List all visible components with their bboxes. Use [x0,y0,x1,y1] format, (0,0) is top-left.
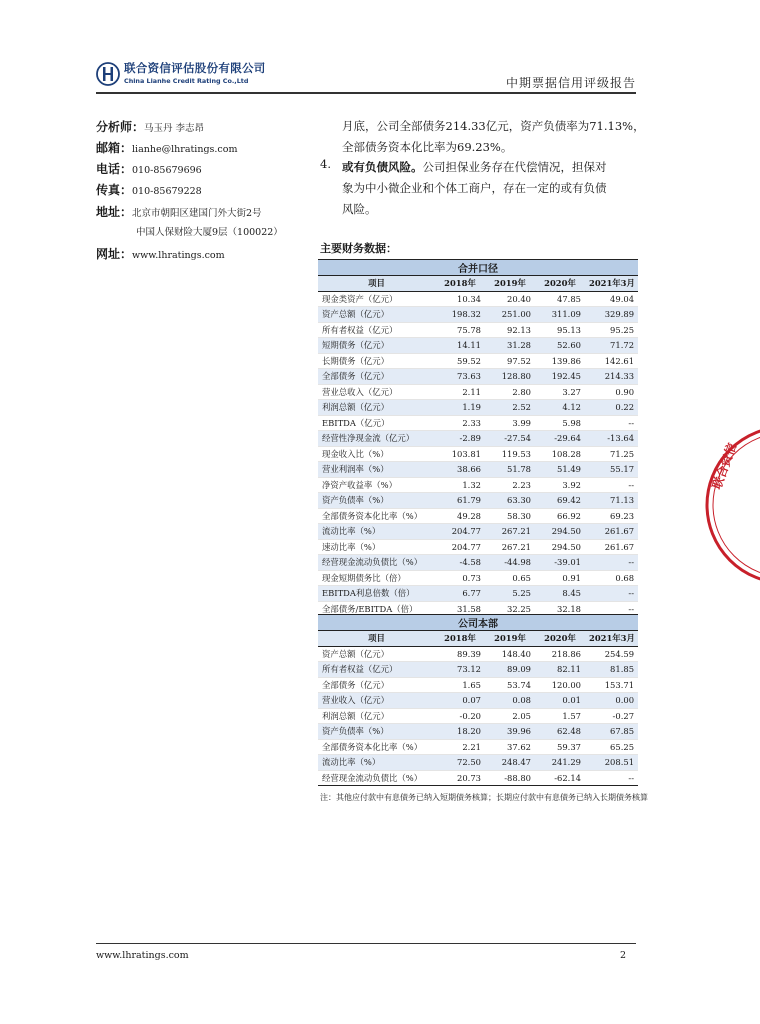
row-label: 资产负债率（%） [318,493,435,509]
table-cell: -- [585,477,638,493]
table-row [318,508,638,524]
table-cell: 75.78 [435,322,485,338]
table-cell: 0.08 [485,693,535,709]
phone-value: 010-85679696 [132,165,202,176]
row-label: 资产总额（亿元） [318,646,435,662]
table-cell: -- [585,586,638,602]
para-line-1: 月底，公司全部债务214.33亿元，资产负债率为71.13%， [342,119,645,133]
table-note: 注：其他应付款中有息债务已纳入短期债务核算；长期应付款中有息债务已纳入长期债务核算 [320,793,648,802]
website-label: 网址： [96,247,133,261]
table-cell: -4.58 [435,555,485,571]
email-value[interactable]: lianhe@lhratings.com [132,144,238,155]
table-cell: 254.59 [585,646,638,662]
row-label: 流动比率（%） [318,524,435,540]
row-label: 全部债务/EBITDA（倍） [318,601,435,617]
table-cell: 82.11 [535,662,585,678]
table-cell: 62.48 [535,724,585,740]
table-row [318,291,638,307]
col-header: 2021年3月 [585,631,638,647]
table-cell: 2.33 [435,415,485,431]
company-name-cn: 联合资信评估股份有限公司 [124,61,266,75]
row-label: 短期债务（亿元） [318,338,435,354]
table-cell: 71.13 [585,493,638,509]
table-row [318,431,638,447]
table-cell: 47.85 [535,291,585,307]
row-label: 资产总额（亿元） [318,307,435,323]
phone-label: 电话： [96,162,133,176]
table-cell: 208.51 [585,755,638,771]
email-row [96,139,237,156]
row-label: 现金短期债务比（倍） [318,570,435,586]
table-cell: 0.07 [435,693,485,709]
row-label: 现金收入比（%） [318,446,435,462]
table-cell: 120.00 [535,677,585,693]
table-cell: 3.92 [535,477,585,493]
company-logo-icon [96,62,120,86]
table-cell: -88.80 [485,770,535,786]
table-cell: 1.19 [435,400,485,416]
table-row [318,570,638,586]
table-cell: 63.30 [485,493,535,509]
col-header: 2018年 [435,631,485,647]
analyst-row [96,118,204,135]
table-header-row [318,276,638,292]
table-cell: -0.27 [585,708,638,724]
row-label: 全部债务资本化比率（%） [318,508,435,524]
table-cell: -27.54 [485,431,535,447]
table-cell: 89.09 [485,662,535,678]
table-cell: 204.77 [435,524,485,540]
table-cell: 1.32 [435,477,485,493]
table-cell: 329.89 [585,307,638,323]
address-line2: 中国人保财险大厦9层（100022） [136,227,283,238]
table-row [318,462,638,478]
analyst-label: 分析师： [96,120,145,134]
table-cell: 108.28 [535,446,585,462]
table-row [318,415,638,431]
table-cell: 267.21 [485,539,535,555]
table-row [318,662,638,678]
table-cell: 14.11 [435,338,485,354]
table-cell: -- [585,415,638,431]
table-cell: -- [585,770,638,786]
table-row [318,400,638,416]
table-row [318,539,638,555]
table-cell: 2.05 [485,708,535,724]
row-label: 经营性净现金流（亿元） [318,431,435,447]
table-cell: 294.50 [535,524,585,540]
table-cell: 5.25 [485,586,535,602]
table-cell: -- [585,555,638,571]
row-label: 利润总额（亿元） [318,708,435,724]
table-cell: 58.30 [485,508,535,524]
table-cell: 55.17 [585,462,638,478]
table-cell: 128.80 [485,369,535,385]
table-cell: 37.62 [485,739,535,755]
table-row [318,586,638,602]
col-header: 2020年 [535,276,585,292]
table-cell: -2.89 [435,431,485,447]
table-row [318,384,638,400]
table-cell: 5.98 [535,415,585,431]
table-cell: 294.50 [535,539,585,555]
col-header: 2021年3月 [585,276,638,292]
page-number: 2 [620,950,627,961]
risk-item-text-1: 公司担保业务存在代偿情况，担保对 [422,160,607,174]
risk-item-line-1 [342,157,662,178]
table-cell: 49.28 [435,508,485,524]
table-cell: 18.20 [435,724,485,740]
table-row [318,307,638,323]
table-cell: 69.42 [535,493,585,509]
table-cell: 20.73 [435,770,485,786]
row-label: 营业总收入（亿元） [318,384,435,400]
table-cell: 66.92 [535,508,585,524]
table-cell: 218.86 [535,646,585,662]
table-cell: 139.86 [535,353,585,369]
table-cell: 198.32 [435,307,485,323]
table-cell: 0.68 [585,570,638,586]
table-row [318,646,638,662]
table-title-row [318,260,638,276]
table-cell: 32.25 [485,601,535,617]
table-cell: 0.73 [435,570,485,586]
table-cell: 4.12 [535,400,585,416]
col-header: 2020年 [535,631,585,647]
seal-stamp-icon [700,420,760,590]
table-cell: 2.52 [485,400,535,416]
table-cell: 103.81 [435,446,485,462]
table-cell: 10.34 [435,291,485,307]
table-row [318,369,638,385]
company-name-en: China Lianhe Credit Rating Co.,Ltd [124,77,249,85]
parent-company-table [318,614,638,786]
address-row [96,203,262,220]
table-cell: -62.14 [535,770,585,786]
table-cell: 89.39 [435,646,485,662]
table-row [318,338,638,354]
table-cell: 204.77 [435,539,485,555]
table-cell: 3.99 [485,415,535,431]
table-cell: -0.20 [435,708,485,724]
table-cell: 148.40 [485,646,535,662]
row-label: 全部债务（亿元） [318,369,435,385]
risk-item-title: 或有负债风险。 [342,160,423,174]
table-row [318,677,638,693]
fax-row [96,181,202,198]
address-line1: 北京市朝阳区建国门外大街2号 [132,208,262,219]
table-cell: 69.23 [585,508,638,524]
row-label: 所有者权益（亿元） [318,662,435,678]
address-label: 地址： [96,205,133,219]
table-row [318,353,638,369]
col-header: 2019年 [485,276,535,292]
table-cell: 61.79 [435,493,485,509]
table-cell: 261.67 [585,539,638,555]
footer-divider [96,943,636,944]
table-cell: 59.52 [435,353,485,369]
table-cell: 1.65 [435,677,485,693]
financial-data-heading: 主要财务数据： [320,242,397,255]
phone-row [96,160,202,177]
table-cell: -44.98 [485,555,535,571]
table-cell: -- [585,601,638,617]
table-cell: 2.23 [485,477,535,493]
table-cell: 53.74 [485,677,535,693]
table-row [318,708,638,724]
table-cell: 3.27 [535,384,585,400]
table-cell: 0.91 [535,570,585,586]
table-cell: 1.57 [535,708,585,724]
table-cell: 0.65 [485,570,535,586]
table-cell: 81.85 [585,662,638,678]
table-title-row [318,615,638,631]
list-item-number: 4. [320,157,331,171]
table-row [318,693,638,709]
table-cell: 241.29 [535,755,585,771]
table-row [318,739,638,755]
table-row [318,477,638,493]
table-cell: 2.80 [485,384,535,400]
table-cell: 248.47 [485,755,535,771]
header-divider [96,92,636,94]
row-label: 利润总额（亿元） [318,400,435,416]
row-label: 全部债务资本化比率（%） [318,739,435,755]
table-cell: 51.78 [485,462,535,478]
table-cell: 38.66 [435,462,485,478]
website-row [96,245,225,262]
row-label: 现金类资产（亿元） [318,291,435,307]
col-header: 2019年 [485,631,535,647]
table-cell: 20.40 [485,291,535,307]
row-label: 长期债务（亿元） [318,353,435,369]
fax-value: 010-85679228 [132,186,202,197]
table-cell: 2.11 [435,384,485,400]
table-row [318,493,638,509]
table-cell: 6.77 [435,586,485,602]
row-label: 流动比率（%） [318,755,435,771]
col-header: 项目 [318,276,435,292]
table-cell: 0.90 [585,384,638,400]
row-label: 经营现金流动负债比（%） [318,770,435,786]
table-row [318,446,638,462]
risk-item-line-3: 风险。 [342,202,377,216]
table-cell: 2.21 [435,739,485,755]
table-row [318,524,638,540]
table-cell: 65.25 [585,739,638,755]
table-cell: 51.49 [535,462,585,478]
table-cell: 71.72 [585,338,638,354]
table-cell: 49.04 [585,291,638,307]
consolidated-table [318,259,638,617]
table-cell: 311.09 [535,307,585,323]
table-cell: 52.60 [535,338,585,354]
table-cell: 59.37 [535,739,585,755]
table-cell: 31.28 [485,338,535,354]
website-value[interactable]: www.lhratings.com [132,250,225,261]
analyst-value: 马玉丹 李志昂 [144,123,205,134]
table-cell: 0.22 [585,400,638,416]
para-line-2: 全部债务资本化比率为69.23%。 [342,140,513,154]
table-row [318,322,638,338]
table-cell: -29.64 [535,431,585,447]
table-cell: 97.52 [485,353,535,369]
table-cell: 153.71 [585,677,638,693]
row-label: 营业收入（亿元） [318,693,435,709]
table-cell: -13.64 [585,431,638,447]
risk-item-line-2: 象为中小微企业和个体工商户，存在一定的或有负债 [342,181,607,195]
table-cell: 32.18 [535,601,585,617]
table-row [318,755,638,771]
row-label: 经营现金流动负债比（%） [318,555,435,571]
footer-url[interactable]: www.lhratings.com [96,950,189,961]
svg-text:联合资信: 联合资信 [709,441,740,492]
row-label: 速动比率（%） [318,539,435,555]
consolidated-table-title: 合并口径 [318,260,638,276]
table-cell: 267.21 [485,524,535,540]
row-label: EBITDA利息倍数（倍） [318,586,435,602]
col-header: 2018年 [435,276,485,292]
parent-table-title: 公司本部 [318,615,638,631]
row-label: 净资产收益率（%） [318,477,435,493]
row-label: 全部债务（亿元） [318,677,435,693]
table-cell: 73.63 [435,369,485,385]
table-cell: 0.01 [535,693,585,709]
row-label: 资产负债率（%） [318,724,435,740]
table-cell: 39.96 [485,724,535,740]
table-row [318,770,638,786]
table-header-row [318,631,638,647]
table-cell: 8.45 [535,586,585,602]
address-row-2 [136,224,283,238]
table-cell: 214.33 [585,369,638,385]
table-cell: 192.45 [535,369,585,385]
col-header: 项目 [318,631,435,647]
fax-label: 传真： [96,183,133,197]
table-row [318,555,638,571]
table-cell: 72.50 [435,755,485,771]
table-cell: 71.25 [585,446,638,462]
table-cell: 73.12 [435,662,485,678]
table-cell: 251.00 [485,307,535,323]
table-row [318,724,638,740]
report-title: 中期票据信用评级报告 [505,76,636,90]
email-label: 邮箱： [96,141,133,155]
row-label: 营业利润率（%） [318,462,435,478]
table-cell: 31.58 [435,601,485,617]
table-cell: 261.67 [585,524,638,540]
table-cell: 119.53 [485,446,535,462]
row-label: 所有者权益（亿元） [318,322,435,338]
table-cell: 0.00 [585,693,638,709]
row-label: EBITDA（亿元） [318,415,435,431]
table-cell: 67.85 [585,724,638,740]
table-cell: -39.01 [535,555,585,571]
table-cell: 95.25 [585,322,638,338]
table-cell: 95.13 [535,322,585,338]
table-cell: 92.13 [485,322,535,338]
table-cell: 142.61 [585,353,638,369]
